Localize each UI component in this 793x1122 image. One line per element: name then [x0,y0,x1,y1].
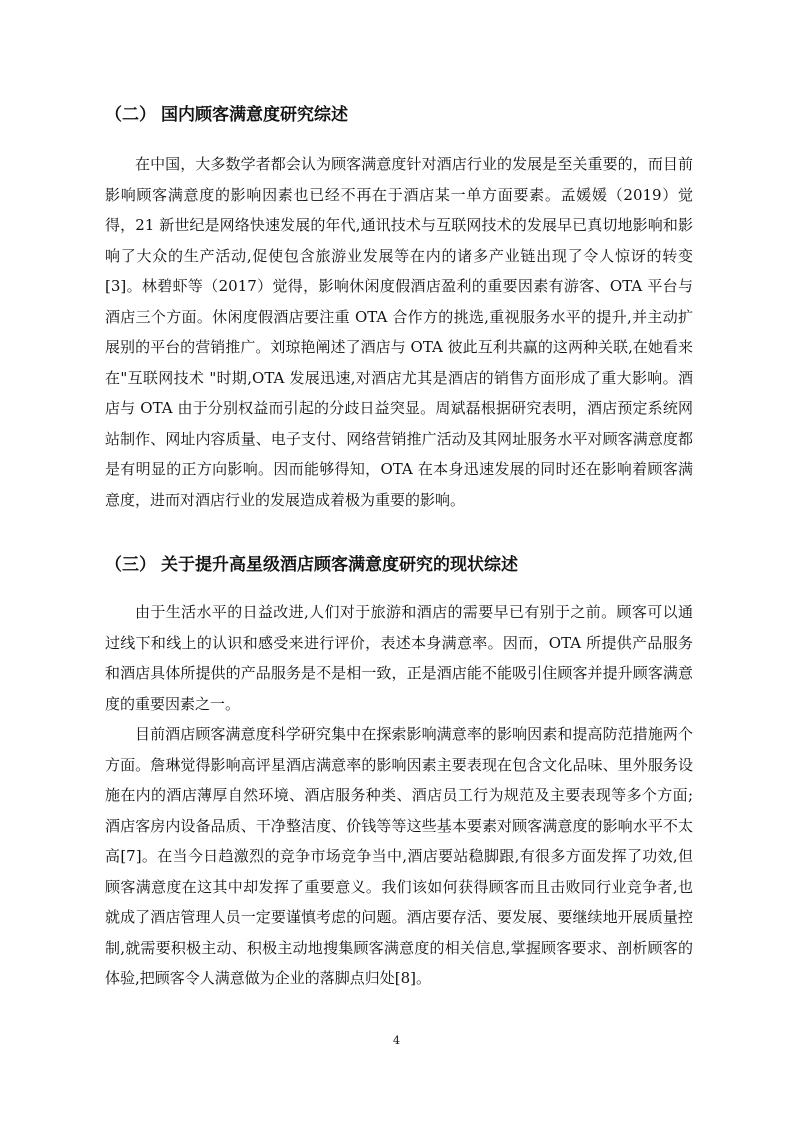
section-body-2 [105,149,693,515]
paragraph: 由于生活水平的日益改进,人们对于旅游和酒店的需要早已有别于之前。顾客可以通过线下和线上的认识和感受来进行评价，表述本身满意率。因而，OTA 所提供产品服务和酒店具体所提供的产品服务是不是相一致，正是酒店能不能吸引住顾客并提升顾客满意度的重要因素之一。 [105,603,693,713]
paragraph: 在中国，大多数学者都会认为顾客满意度针对酒店行业的发展是至关重要的，而目前影响顾客满意度的影响因素也已经不再在于酒店某一单方面要素。孟媛媛（2019）觉得，21 新世纪是网络快速发展的年代,通讯技术与互联网技术的发展早已真切地影响和影响了大众的生产活动,促使包含旅游业发展等在内的诸多产业链出现了令人惊讶的转变[3]。林碧虾等（2017）觉得，影响休闲度假酒店盈利的重要因素有游客、OTA 平台与酒店三个方面。休闲度假酒店要注重 OTA 合作方的挑选,重视服务水平的提升,并主动扩展别的平台的营销推广。刘琼艳阐述了酒店与 OTA 彼此互利共赢的这两种关联,在她看来在"互联网技术 "时期,OTA 发展迅速,对酒店尤其是酒店的销售方面形成了重大影响。酒店与 OTA 由于分别权益而引起的分歧日益突显。周斌磊根据研究表明，酒店预定系统网站制作、网址内容质量、电子支付、网络营销推广活动及其网址服务水平对顾客满意度都是有明显的正方向影响。因而能够得知，OTA 在本身迅速发展的同时还在影响着顾客满意度，进而对酒店行业的发展造成着极为重要的影响。 [105,155,693,509]
section-heading-3 [105,553,693,577]
section-number: （三） [105,555,156,575]
paragraph: 目前酒店顾客满意度科学研究集中在探索影响满意率的影响因素和提高防范措施两个方面。詹琳觉得影响高评星酒店满意率的影响因素主要表现在包含文化品味、里外服务设施在内的酒店薄厚自然环境、酒店服务种类、酒店员工行为规范及主要表现等多个方面;酒店客房内设备品质、干净整洁度、价钱等等这些基本要素对顾客满意度的影响水平不太高[7]。在当今日趋激烈的竞争市场竞争当中,酒店要站稳脚跟,有很多方面发挥了功效,但顾客满意度在这其中却发挥了重要意义。我们该如何获得顾客而且击败同行业竞争者,也就成了酒店管理人员一定要谨慎考虑的问题。酒店要存活、要发展、要继续地开展质量控制,就需要积极主动、积极主动地搜集顾客满意度的相关信息,掌握顾客要求、剖析顾客的体验,把顾客令人满意做为企业的落脚点归处[8]。 [105,725,693,987]
section-title: 关于提升高星级酒店顾客满意度研究的现状综述 [161,555,518,575]
section-body-3 [105,597,693,994]
section-heading-2 [105,103,693,127]
page-number: 4 [393,1034,400,1047]
section-number: （二） [105,105,156,125]
section-title: 国内顾客满意度研究综述 [161,105,348,125]
